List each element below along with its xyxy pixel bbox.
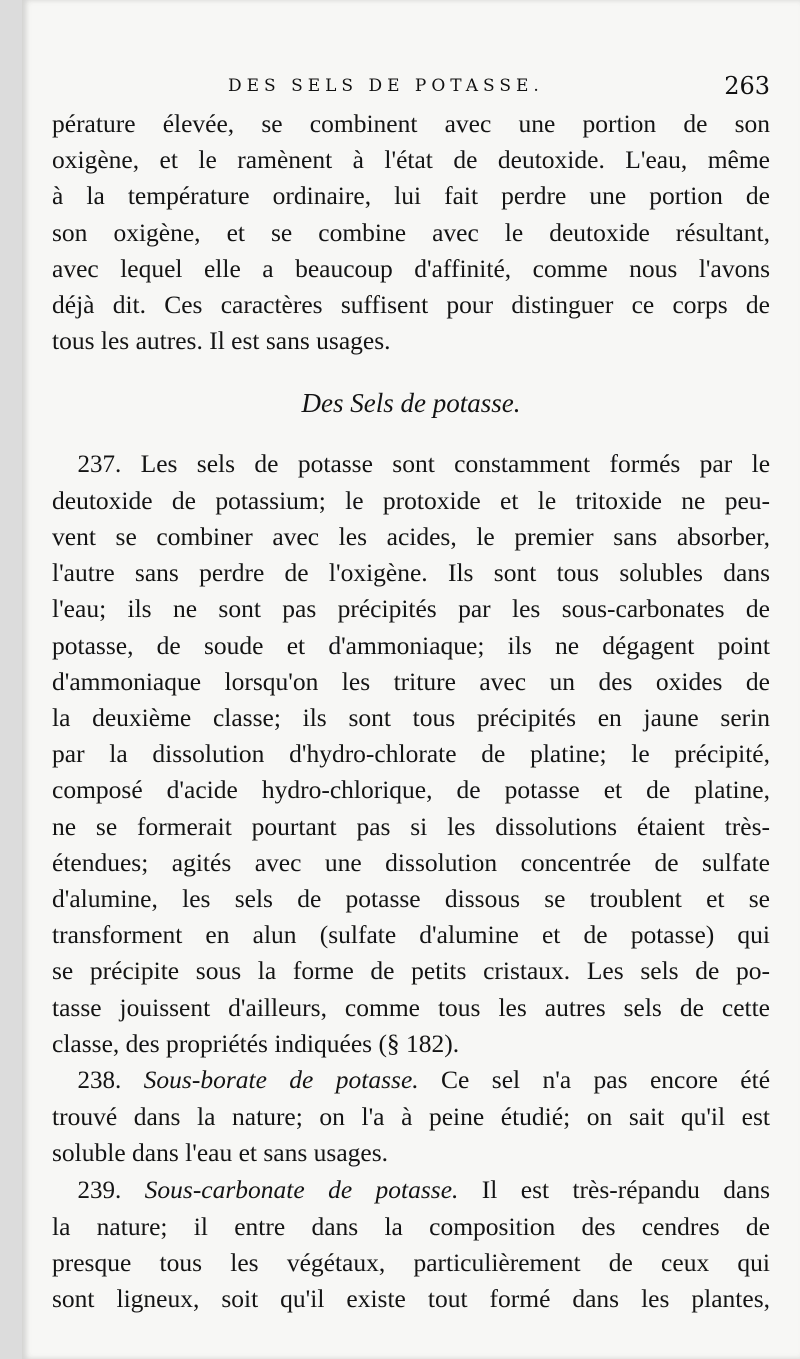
intro-paragraph <box>52 106 770 359</box>
text-line: d'ammoniaque lorsqu'on les triture avec un des oxides de <box>52 666 770 696</box>
text-line: l'autre sans perdre de l'oxigène. Ils sont tous solubles dans <box>52 558 770 588</box>
running-header <box>22 68 800 108</box>
paragraph-number: 238. <box>77 1067 122 1095</box>
text-line: d'alumine, les sels de potasse dissous se troublent et se <box>52 884 770 914</box>
paragraph-title: Sous-borate de potasse. <box>143 1065 419 1095</box>
text-line: deutoxide de potassium; le protoxide et le tritoxide ne peu- <box>52 485 770 515</box>
text-line: trouvé dans la nature; on l'a à peine étudié; on sait qu'il est <box>52 1102 770 1132</box>
section-heading: Des Sels de potasse. <box>301 388 521 419</box>
text-line: presque tous les végétaux, particulièrement de ceux qui <box>52 1248 770 1278</box>
text-line: soluble dans l'eau et sans usages. <box>52 1138 389 1168</box>
page-number: 263 <box>724 72 770 100</box>
text-line-first <box>52 1172 770 1209</box>
text-line: transforment en alun (sulfate d'alumine et de potasse) qui <box>52 920 770 950</box>
book-page <box>22 0 800 1359</box>
page-body <box>52 106 770 1318</box>
text-line: potasse, de soude et d'ammoniaque; ils ne dégagent point <box>52 630 770 660</box>
text-line: la deuxième classe; ils sont tous précipités en jaune serin <box>52 703 770 733</box>
text-line: sont ligneux, soit qu'il existe tout formé dans les plantes, <box>52 1284 770 1314</box>
text-line: classe, des propriétés indiquées (§ 182). <box>52 1028 460 1058</box>
text-line: à la température ordinaire, lui fait perdre une portion de <box>52 181 770 211</box>
text-line: l'eau; ils ne sont pas précipités par les sous-carbonates de <box>52 594 770 624</box>
text-line: se précipite sous la forme de petits cristaux. Les sels de po- <box>52 956 770 986</box>
text-line: vent se combiner avec les acides, le premier sans absorber, <box>52 522 770 552</box>
text-fragment: Ce sel n'a pas encore été <box>441 1065 771 1095</box>
text-line: composé d'acide hydro-chlorique, de potasse et de platine, <box>52 775 770 805</box>
paragraph-237 <box>52 446 770 1062</box>
text-line: avec lequel elle a beaucoup d'affinité, comme nous l'avons <box>52 253 770 283</box>
text-line: la nature; il entre dans la composition des cendres de <box>52 1211 770 1241</box>
paragraph-number: 237. <box>77 450 122 478</box>
paragraph-number: 239. <box>77 1176 122 1204</box>
running-title: DES SELS DE POTASSE. <box>228 76 544 96</box>
paragraph-title: Sous-carbonate de potasse. <box>144 1174 459 1204</box>
text-line-first <box>52 1062 770 1099</box>
paragraph-239 <box>52 1172 770 1318</box>
text-line: par la dissolution d'hydro-chlorate de platine; le précipité, <box>52 739 770 769</box>
paragraph-238 <box>52 1062 770 1172</box>
text-line: déjà dit. Ces caractères suffisent pour distinguer ce corps de <box>52 290 770 320</box>
text-line: tous les autres. Il est sans usages. <box>52 326 391 356</box>
text-line: ne se formerait pourtant pas si les dissolutions étaient très- <box>52 811 770 841</box>
text-fragment: Il est très-répandu dans <box>481 1174 771 1204</box>
text-line: son oxigène, et se combine avec le deutoxide résultant, <box>52 217 770 247</box>
text-line: étendues; agités avec une dissolution concentrée de sulfate <box>52 847 770 877</box>
text-line: pérature élevée, se combinent avec une portion de son <box>52 109 770 138</box>
text-line: tasse jouissent d'ailleurs, comme tous les autres sels de cette <box>52 992 770 1022</box>
text-line-first <box>52 446 770 483</box>
text-fragment: Les sels de potasse sont constamment formés par le <box>140 448 771 478</box>
text-line: oxigène, et le ramènent à l'état de deutoxide. L'eau, même <box>52 145 770 175</box>
